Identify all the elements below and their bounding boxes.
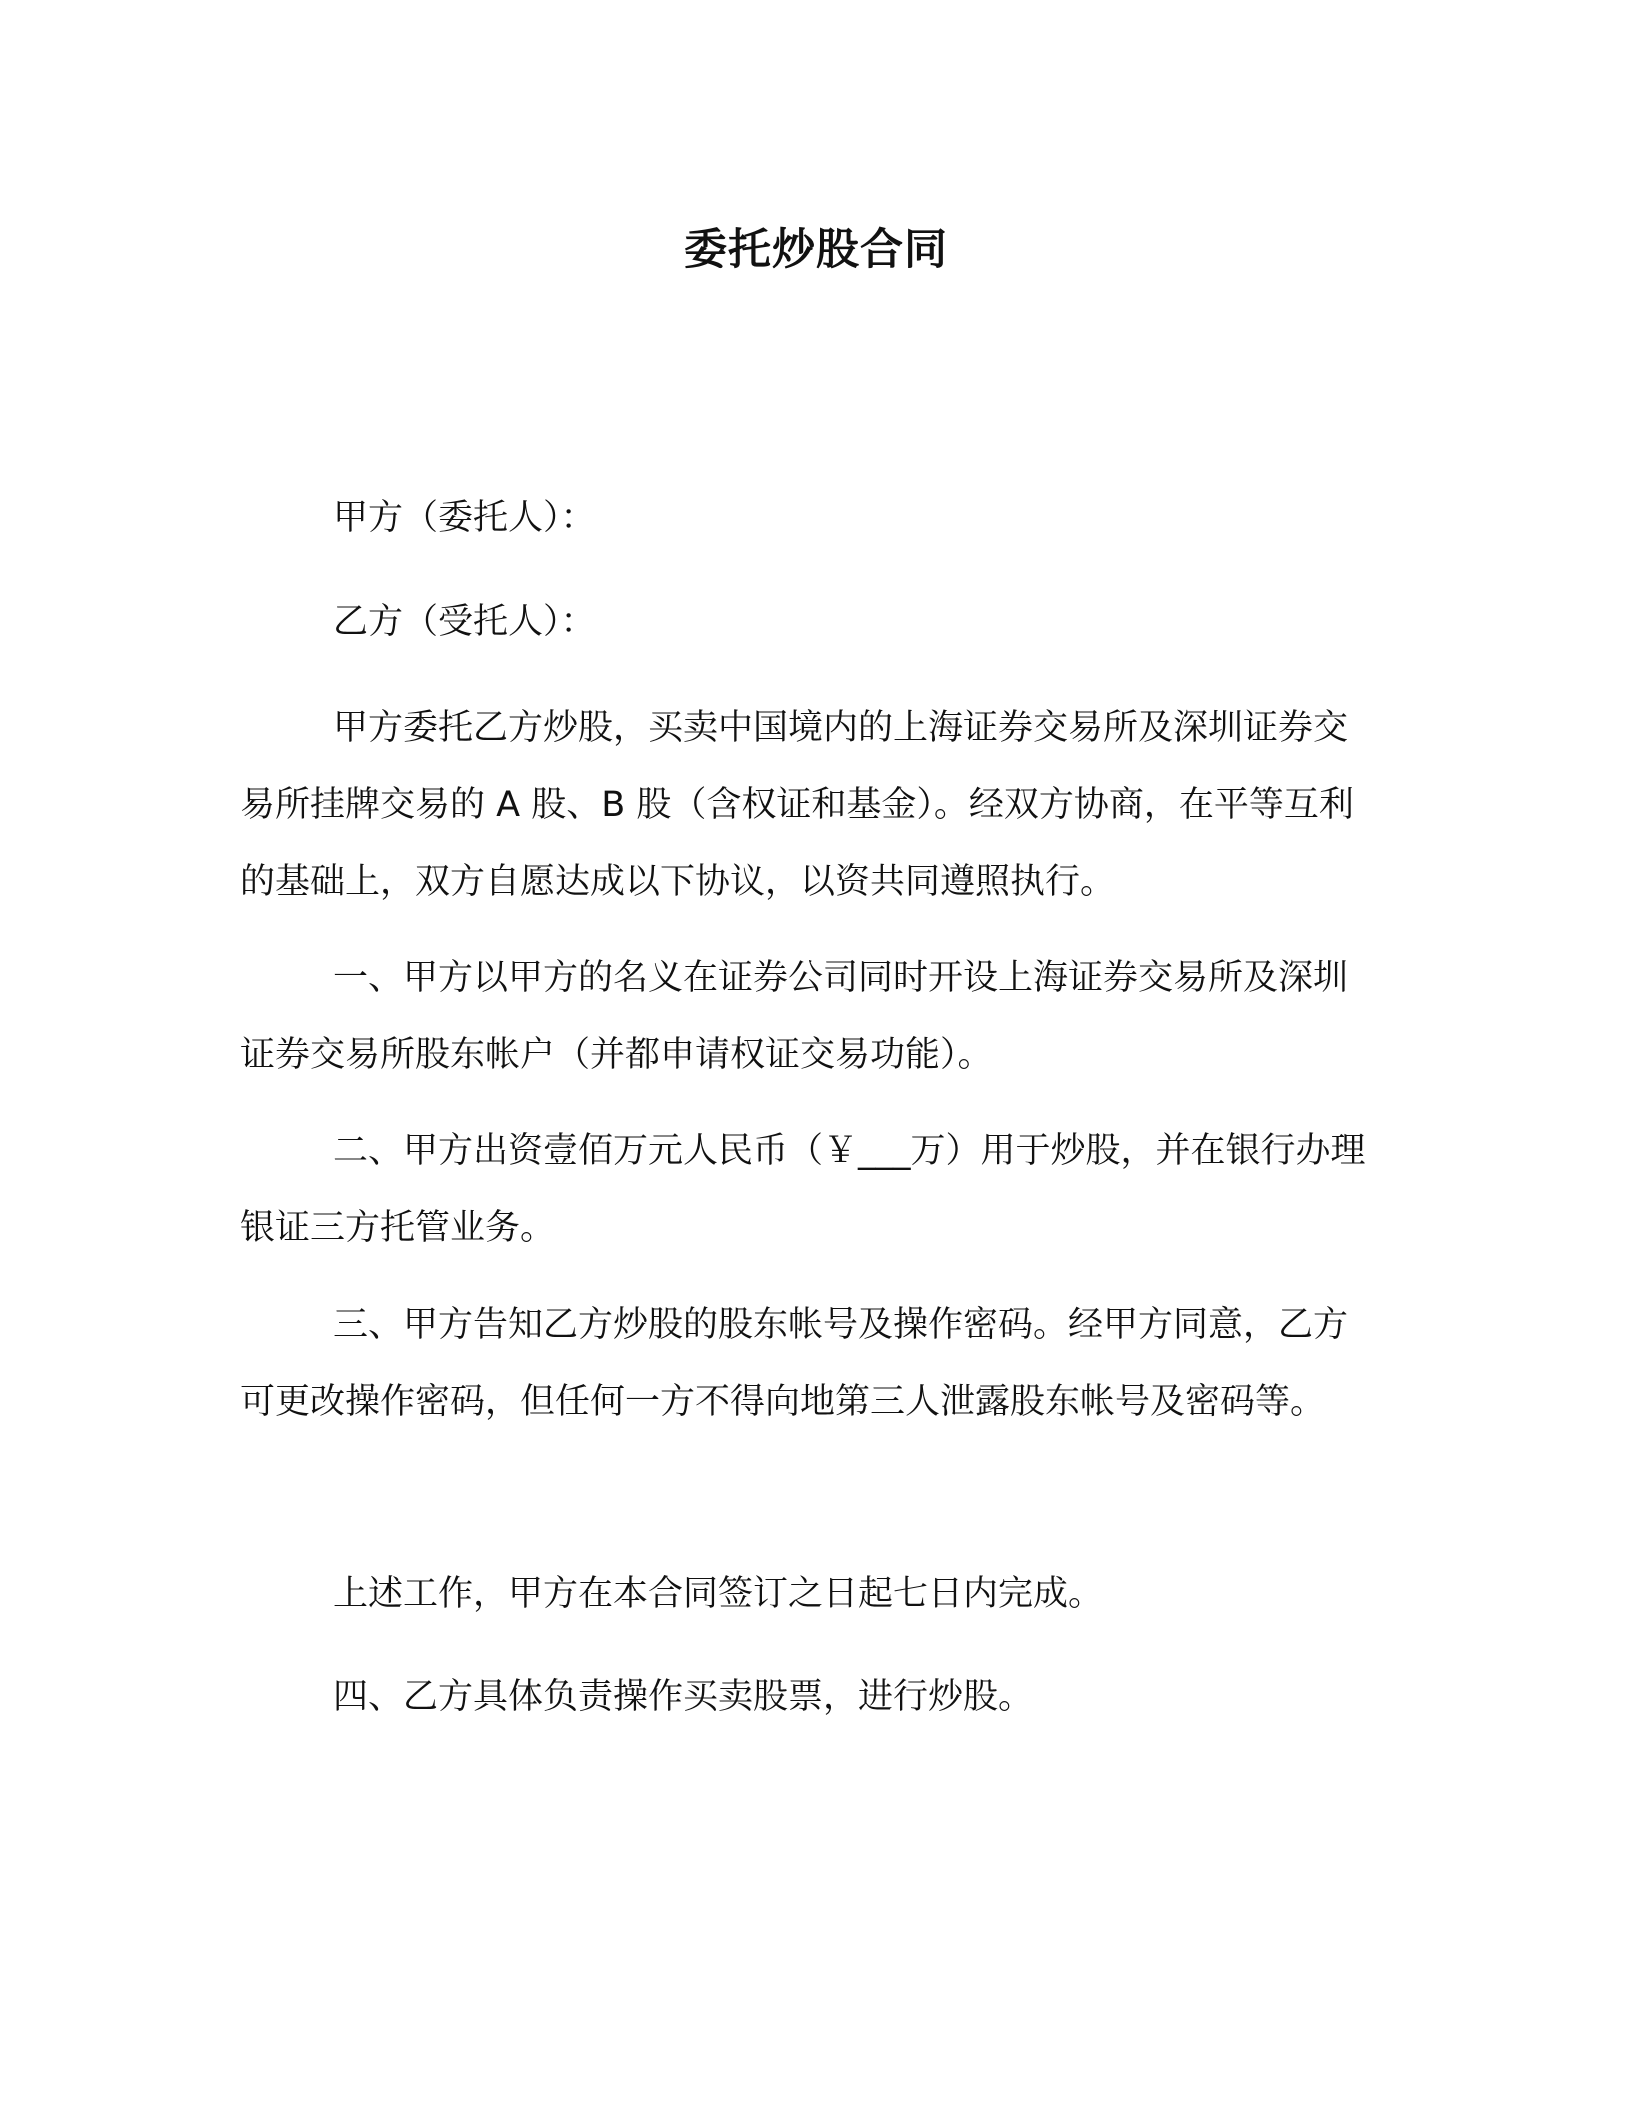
document-title: 委托炒股合同 [684, 225, 948, 275]
clause-1-paragraph: 一、甲方以甲方的名义在证券公司同时开设上海证券交易所及深圳证券交易所股东帐户（并都申请权证交易功能）。 [240, 958, 1349, 1075]
clause-4-paragraph: 四、乙方具体负责操作买卖股票，进行炒股。 [333, 1677, 1034, 1717]
clause-3-paragraph: 三、甲方告知乙方炒股的股东帐号及操作密码。经甲方同意，乙方可更改操作密码，但任何一方不得向地第三人泄露股东帐号及密码等。 [240, 1305, 1349, 1422]
clause-2-paragraph: 二、甲方出资壹佰万元人民币（￥___万）用于炒股，并在银行办理银证三方托管业务。 [240, 1131, 1366, 1248]
intro-paragraph: 甲方委托乙方炒股，买卖中国境内的上海证券交易所及深圳证券交易所挂牌交易的 A 股、B 股（含权证和基金）。经双方协商，在平等互利的基础上，双方自愿达成以下协议，以资共同遵照执行。 [240, 708, 1354, 902]
clause-note-paragraph: 上述工作，甲方在本合同签订之日起七日内完成。 [333, 1574, 1104, 1614]
party-a-line: 甲方（委托人）： [333, 498, 596, 538]
party-b-line: 乙方（受托人）： [333, 602, 596, 642]
